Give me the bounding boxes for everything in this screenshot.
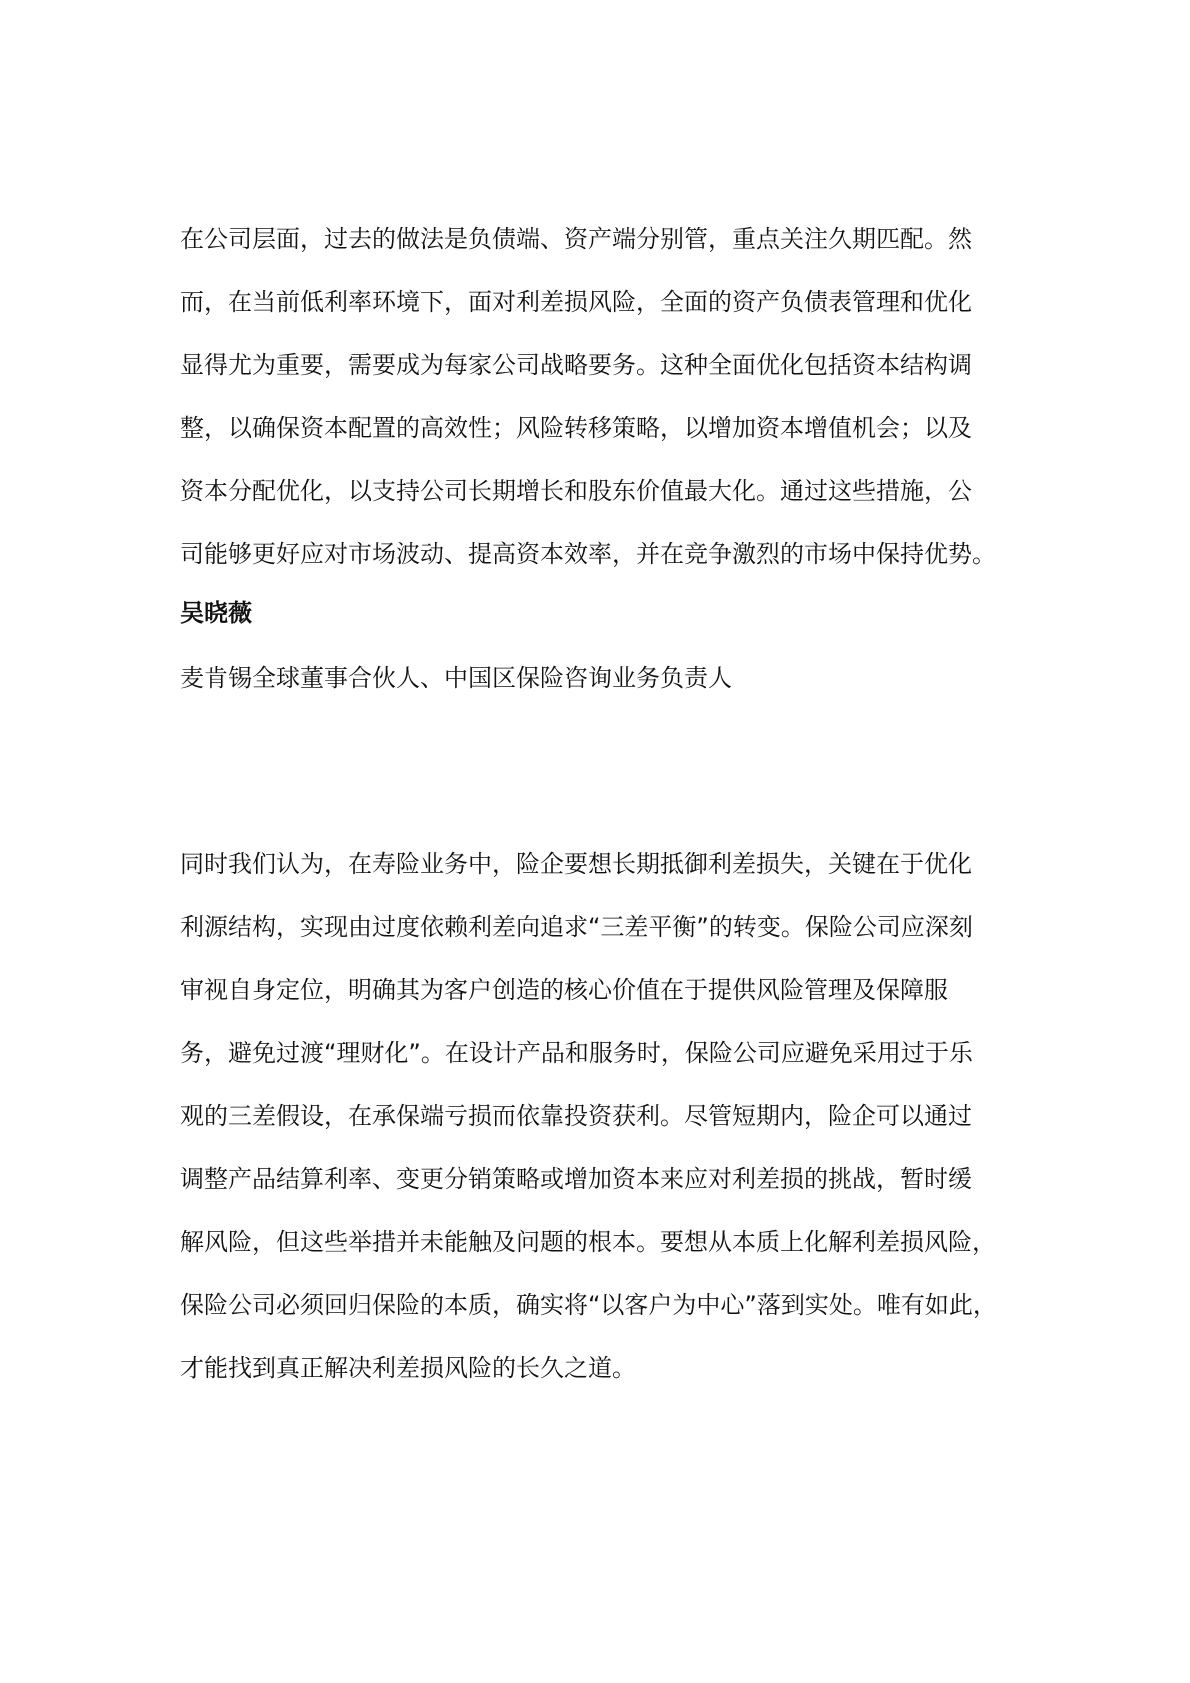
author-name: 吴晓薇 bbox=[180, 599, 252, 627]
paragraph-line: 保险公司必须回归保险的本质，确实将“以客户为中心”落到实处。唯有如此， bbox=[180, 1291, 997, 1319]
paragraph-line: 利源结构，实现由过度依赖利差向追求“三差平衡”的转变。保险公司应深刻 bbox=[180, 913, 973, 941]
paragraph-line: 解风险，但这些举措并未能触及问题的根本。要想从本质上化解利差损风险， bbox=[180, 1228, 996, 1256]
paragraph-line: 务，避免过渡“理财化”。在设计产品和服务时，保险公司应避免采用过于乐 bbox=[180, 1039, 973, 1067]
paragraph-line: 同时我们认为，在寿险业务中，险企要想长期抵御利差损失，关键在于优化 bbox=[180, 850, 972, 878]
author-title: 麦肯锡全球董事合伙人、中国区保险咨询业务负责人 bbox=[180, 664, 732, 692]
paragraph-line: 资本分配优化，以支持公司长期增长和股东价值最大化。通过这些措施，公 bbox=[180, 477, 972, 505]
paragraph-line: 整，以确保资本配置的高效性；风险转移策略，以增加资本增值机会；以及 bbox=[180, 414, 972, 442]
paragraph-company-level bbox=[180, 208, 1020, 586]
paragraph-line: 审视自身定位，明确其为客户创造的核心价值在于提供风险管理及保障服 bbox=[180, 976, 948, 1004]
paragraph-line: 司能够更好应对市场波动、提高资本效率，并在竞争激烈的市场中保持优势。 bbox=[180, 540, 996, 568]
paragraph-line: 而，在当前低利率环境下，面对利差损风险，全面的资产负债表管理和优化 bbox=[180, 288, 972, 316]
paragraph-life-insurance bbox=[180, 833, 1020, 1400]
paragraph-line: 在公司层面，过去的做法是负债端、资产端分别管，重点关注久期匹配。然 bbox=[180, 225, 972, 253]
paragraph-line: 观的三差假设，在承保端亏损而依靠投资获利。尽管短期内，险企可以通过 bbox=[180, 1102, 972, 1130]
paragraph-line: 显得尤为重要，需要成为每家公司战略要务。这种全面优化包括资本结构调 bbox=[180, 351, 972, 379]
paragraph-line: 调整产品结算利率、变更分销策略或增加资本来应对利差损的挑战，暂时缓 bbox=[180, 1165, 972, 1193]
paragraph-line: 才能找到真正解决利差损风险的长久之道。 bbox=[180, 1354, 636, 1382]
